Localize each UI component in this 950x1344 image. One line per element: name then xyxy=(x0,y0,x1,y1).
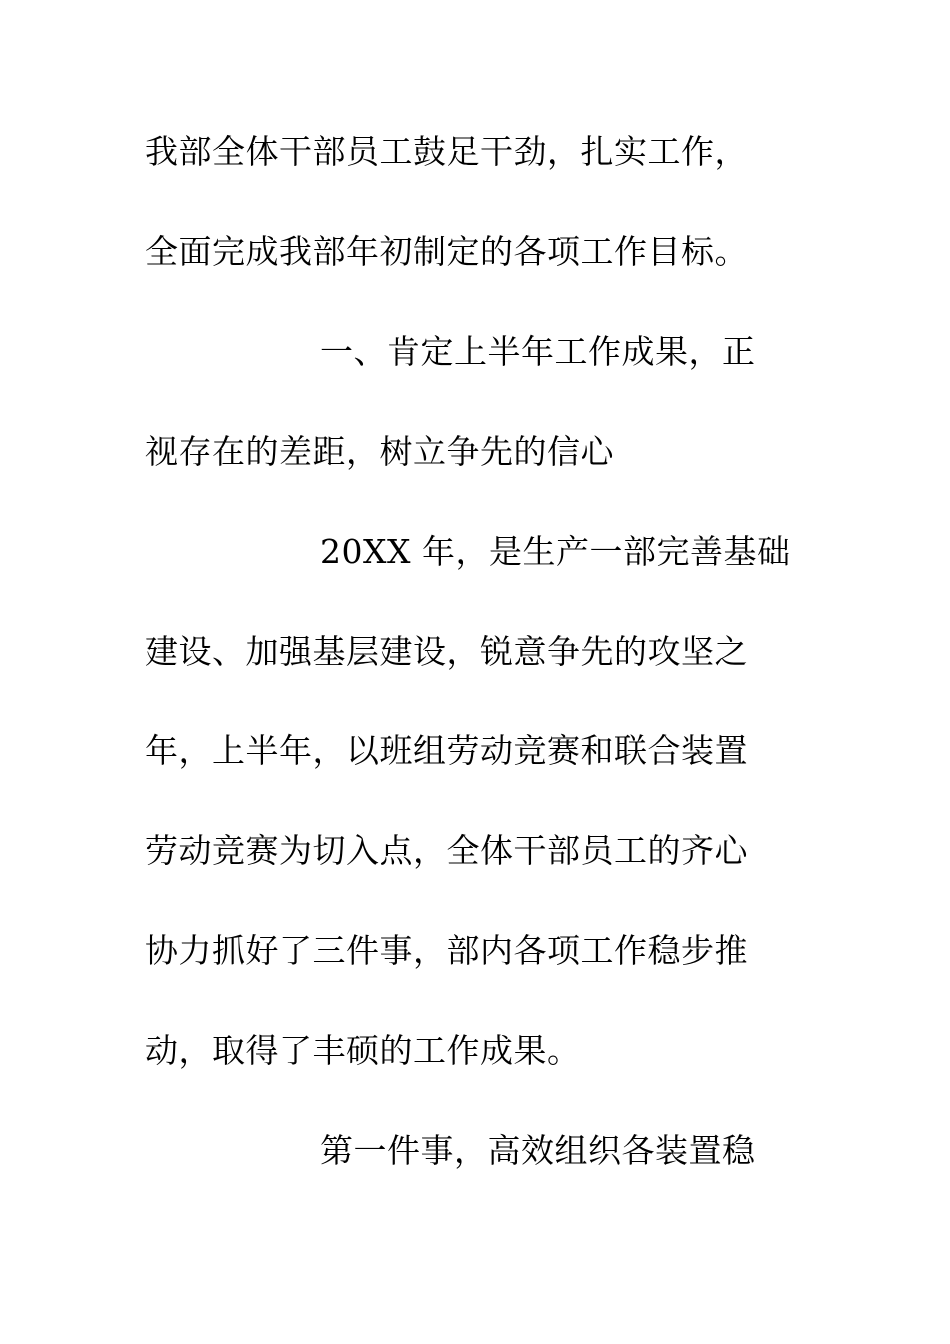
paragraph-line-2: 建设、加强基层建设，锐意争先的攻坚之 xyxy=(145,632,748,671)
paragraph-2-line-1: 第一件事，高效组织各装置稳 xyxy=(320,1131,756,1170)
paragraph-line-1: 20XX 年，是生产一部完善基础 xyxy=(320,532,791,571)
body-line-2: 全面完成我部年初制定的各项工作目标。 xyxy=(145,232,748,271)
section-heading-line-1: 一、肯定上半年工作成果，正 xyxy=(320,332,756,371)
paragraph-line-5: 协力抓好了三件事，部内各项工作稳步推 xyxy=(145,931,748,970)
body-line-1: 我部全体干部员工鼓足干劲，扎实工作， xyxy=(145,132,748,171)
paragraph-line-3: 年，上半年，以班组劳动竞赛和联合装置 xyxy=(145,731,748,770)
paragraph-line-4: 劳动竞赛为切入点，全体干部员工的齐心 xyxy=(145,831,748,870)
paragraph-line-6: 动，取得了丰硕的工作成果。 xyxy=(145,1031,581,1070)
section-heading-line-2: 视存在的差距，树立争先的信心 xyxy=(145,432,614,471)
